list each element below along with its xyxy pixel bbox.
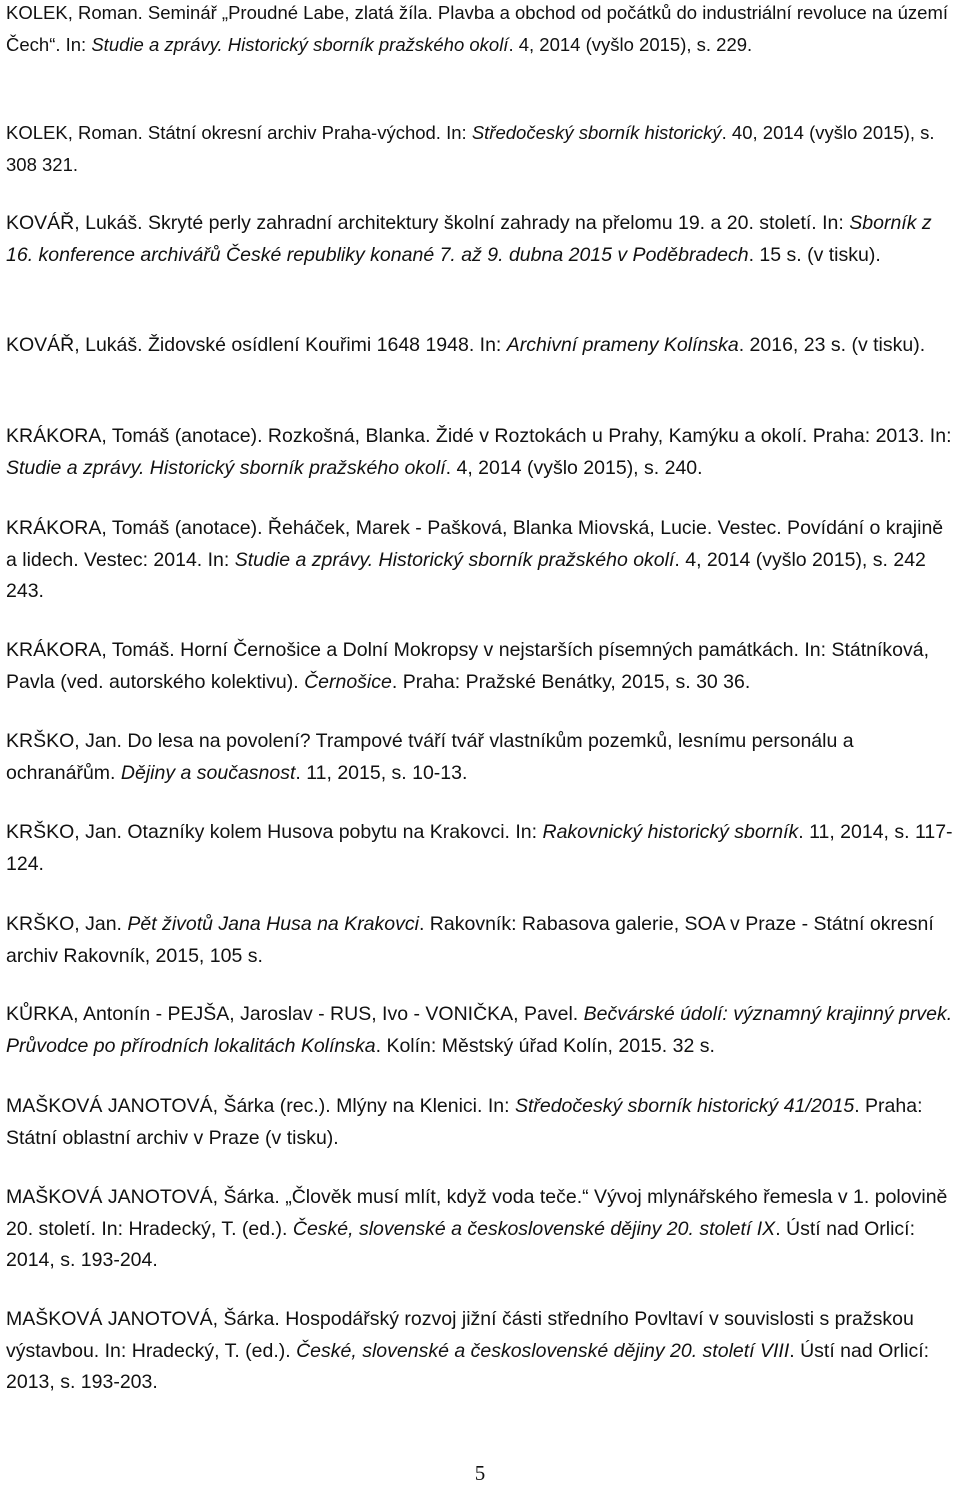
entry-text: KRÁKORA, Tomáš (anotace). Rozkošná, Blanka. Židé v Roztokách u Prahy, Kamýku a okolí. Praha: 2013. In: bbox=[6, 425, 952, 447]
entry-italic-title: Studie a zprávy. Historický sborník pražského okolí bbox=[91, 33, 509, 55]
entry-italic-title: Sborník z 16. konference archivářů České republiky konané 7. až 9. dubna 2015 v Poděbradech bbox=[6, 212, 932, 266]
entry-text: KRÁKORA, Tomáš. Horní Černošice a Dolní Mokropsy v nejstarších písemných památkách. In: Státníková, Pavla (ved. autorského kolektivu). bbox=[6, 639, 930, 693]
entry-italic-title: Studie a zprávy. Historický sborník pražského okolí bbox=[234, 548, 675, 571]
entry-text: . 2016, 23 s. (v tisku). bbox=[738, 334, 926, 356]
bibliography-entry bbox=[6, 817, 958, 880]
bibliography-entry bbox=[6, 330, 958, 362]
entry-text: . Praha: Pražské Benátky, 2015, s. 30 36. bbox=[391, 670, 751, 693]
entry-text: KOLEK, Roman. Seminář „Proudné Labe, zlatá žíla. Plavba a obchod od počátků do industriální revoluce na území Čech“. In: bbox=[6, 2, 948, 55]
entry-text: KRÁKORA, Tomáš (anotace). Řeháček, Marek - Pašková, Blanka Miovská, Lucie. Vestec. Povídání o krajině a lidech. Vestec: 2014. In: bbox=[6, 517, 944, 571]
entry-text: . 15 s. (v tisku). bbox=[748, 243, 881, 266]
entry-text: KŮRKA, Antonín - PEJŠA, Jaroslav - RUS, Ivo - VONIČKA, Pavel. bbox=[6, 1003, 584, 1025]
entry-text: . Kolín: Městský úřad Kolín, 2015. 32 s. bbox=[375, 1034, 715, 1057]
entry-text: . 40, 2014 (vyšlo 2015), s. 308 321. bbox=[6, 122, 935, 175]
bibliography-entry bbox=[6, 0, 958, 60]
entry-italic-title: Středočeský sborník historický 41/2015 bbox=[514, 1095, 855, 1117]
entry-text: KRŠKO, Jan. bbox=[6, 913, 128, 935]
entry-text: KOVÁŘ, Lukáš. Židovské osídlení Kouřimi 1648 1948. In: bbox=[6, 334, 507, 356]
entry-italic-title: Archivní prameny Kolínska bbox=[506, 334, 739, 356]
entry-text: MAŠKOVÁ JANOTOVÁ, Šárka. Hospodářský rozvoj jižní části středního Povltaví v souvislosti s pražskou výstavbou. In: Hradecký, T. (ed.). bbox=[6, 1308, 914, 1362]
entry-text: . 4, 2014 (vyšlo 2015), s. 240. bbox=[445, 456, 703, 479]
bibliography-entry bbox=[6, 635, 958, 698]
bibliography-entry bbox=[6, 1091, 958, 1154]
bibliography-entry bbox=[6, 513, 958, 608]
entry-text: . Ústí nad Orlicí: 2013, s. 193-203. bbox=[6, 1339, 930, 1393]
entry-italic-title: České, slovenské a československé dějiny 20. století VIII bbox=[296, 1339, 790, 1362]
entry-text: KOLEK, Roman. Státní okresní archiv Praha-východ. In: bbox=[6, 122, 472, 143]
entry-italic-title: Černošice bbox=[304, 670, 392, 693]
entry-italic-title: Rakovnický historický sborník bbox=[542, 821, 799, 843]
entry-text: KRŠKO, Jan. Otazníky kolem Husova pobytu na Krakovci. In: bbox=[6, 821, 543, 843]
entry-italic-title: Studie a zprávy. Historický sborník pražského okolí bbox=[6, 456, 446, 479]
entry-text: . 4, 2014 (vyšlo 2015), s. 229. bbox=[508, 33, 753, 55]
entry-text: MAŠKOVÁ JANOTOVÁ, Šárka (rec.). Mlýny na Klenici. In: bbox=[6, 1095, 515, 1117]
bibliography-entry bbox=[6, 208, 958, 271]
bibliography-entry bbox=[6, 117, 958, 180]
entry-italic-title: Dějiny a současnost bbox=[120, 761, 296, 784]
bibliography-entry bbox=[6, 999, 958, 1062]
bibliography-entry bbox=[6, 1304, 958, 1399]
entry-text: . 11, 2015, s. 10-13. bbox=[295, 761, 468, 784]
entry-italic-title: Bečvárské údolí: významný krajinný prvek. Průvodce po přírodních lokalitách Kolínska bbox=[6, 1003, 953, 1057]
entry-text: KRŠKO, Jan. Do lesa na povolení? Trampové tváří tvář vlastníkům pozemků, lesnímu personálu a ochranářům. bbox=[6, 730, 854, 784]
entry-italic-title: České, slovenské a československé dějiny 20. století IX bbox=[292, 1217, 776, 1240]
entry-text: . 4, 2014 (vyšlo 2015), s. 242 243. bbox=[6, 548, 926, 602]
bibliography-entry bbox=[6, 909, 958, 972]
entry-italic-title: Pět životů Jana Husa na Krakovci bbox=[127, 913, 419, 935]
entry-text: . Praha: Státní oblastní archiv v Praze (v tisku). bbox=[6, 1095, 923, 1149]
bibliography-entry bbox=[6, 726, 958, 789]
entry-text: . Rakovník: Rabasova galerie, SOA v Praze - Státní okresní archiv Rakovník, 2015, 105 s. bbox=[6, 913, 934, 967]
page-number: 5 bbox=[474, 1461, 486, 1485]
entry-text: KOVÁŘ, Lukáš. Skryté perly zahradní architektury školní zahrady na přelomu 19. a 20. století. In: bbox=[6, 212, 850, 234]
entry-text: . Ústí nad Orlicí: 2014, s. 193-204. bbox=[6, 1217, 915, 1271]
bibliography-entry bbox=[6, 1182, 958, 1277]
entry-italic-title: Středočeský sborník historický bbox=[471, 122, 722, 143]
entry-text: MAŠKOVÁ JANOTOVÁ, Šárka. „Člověk musí mlít, když voda teče.“ Vývoj mlynářského řemesla v 1. polovině 20. století. In: Hradecký, T. (ed.). bbox=[6, 1186, 948, 1240]
entry-text: . 11, 2014, s. 117-124. bbox=[6, 821, 953, 875]
bibliography-entry bbox=[6, 421, 958, 484]
